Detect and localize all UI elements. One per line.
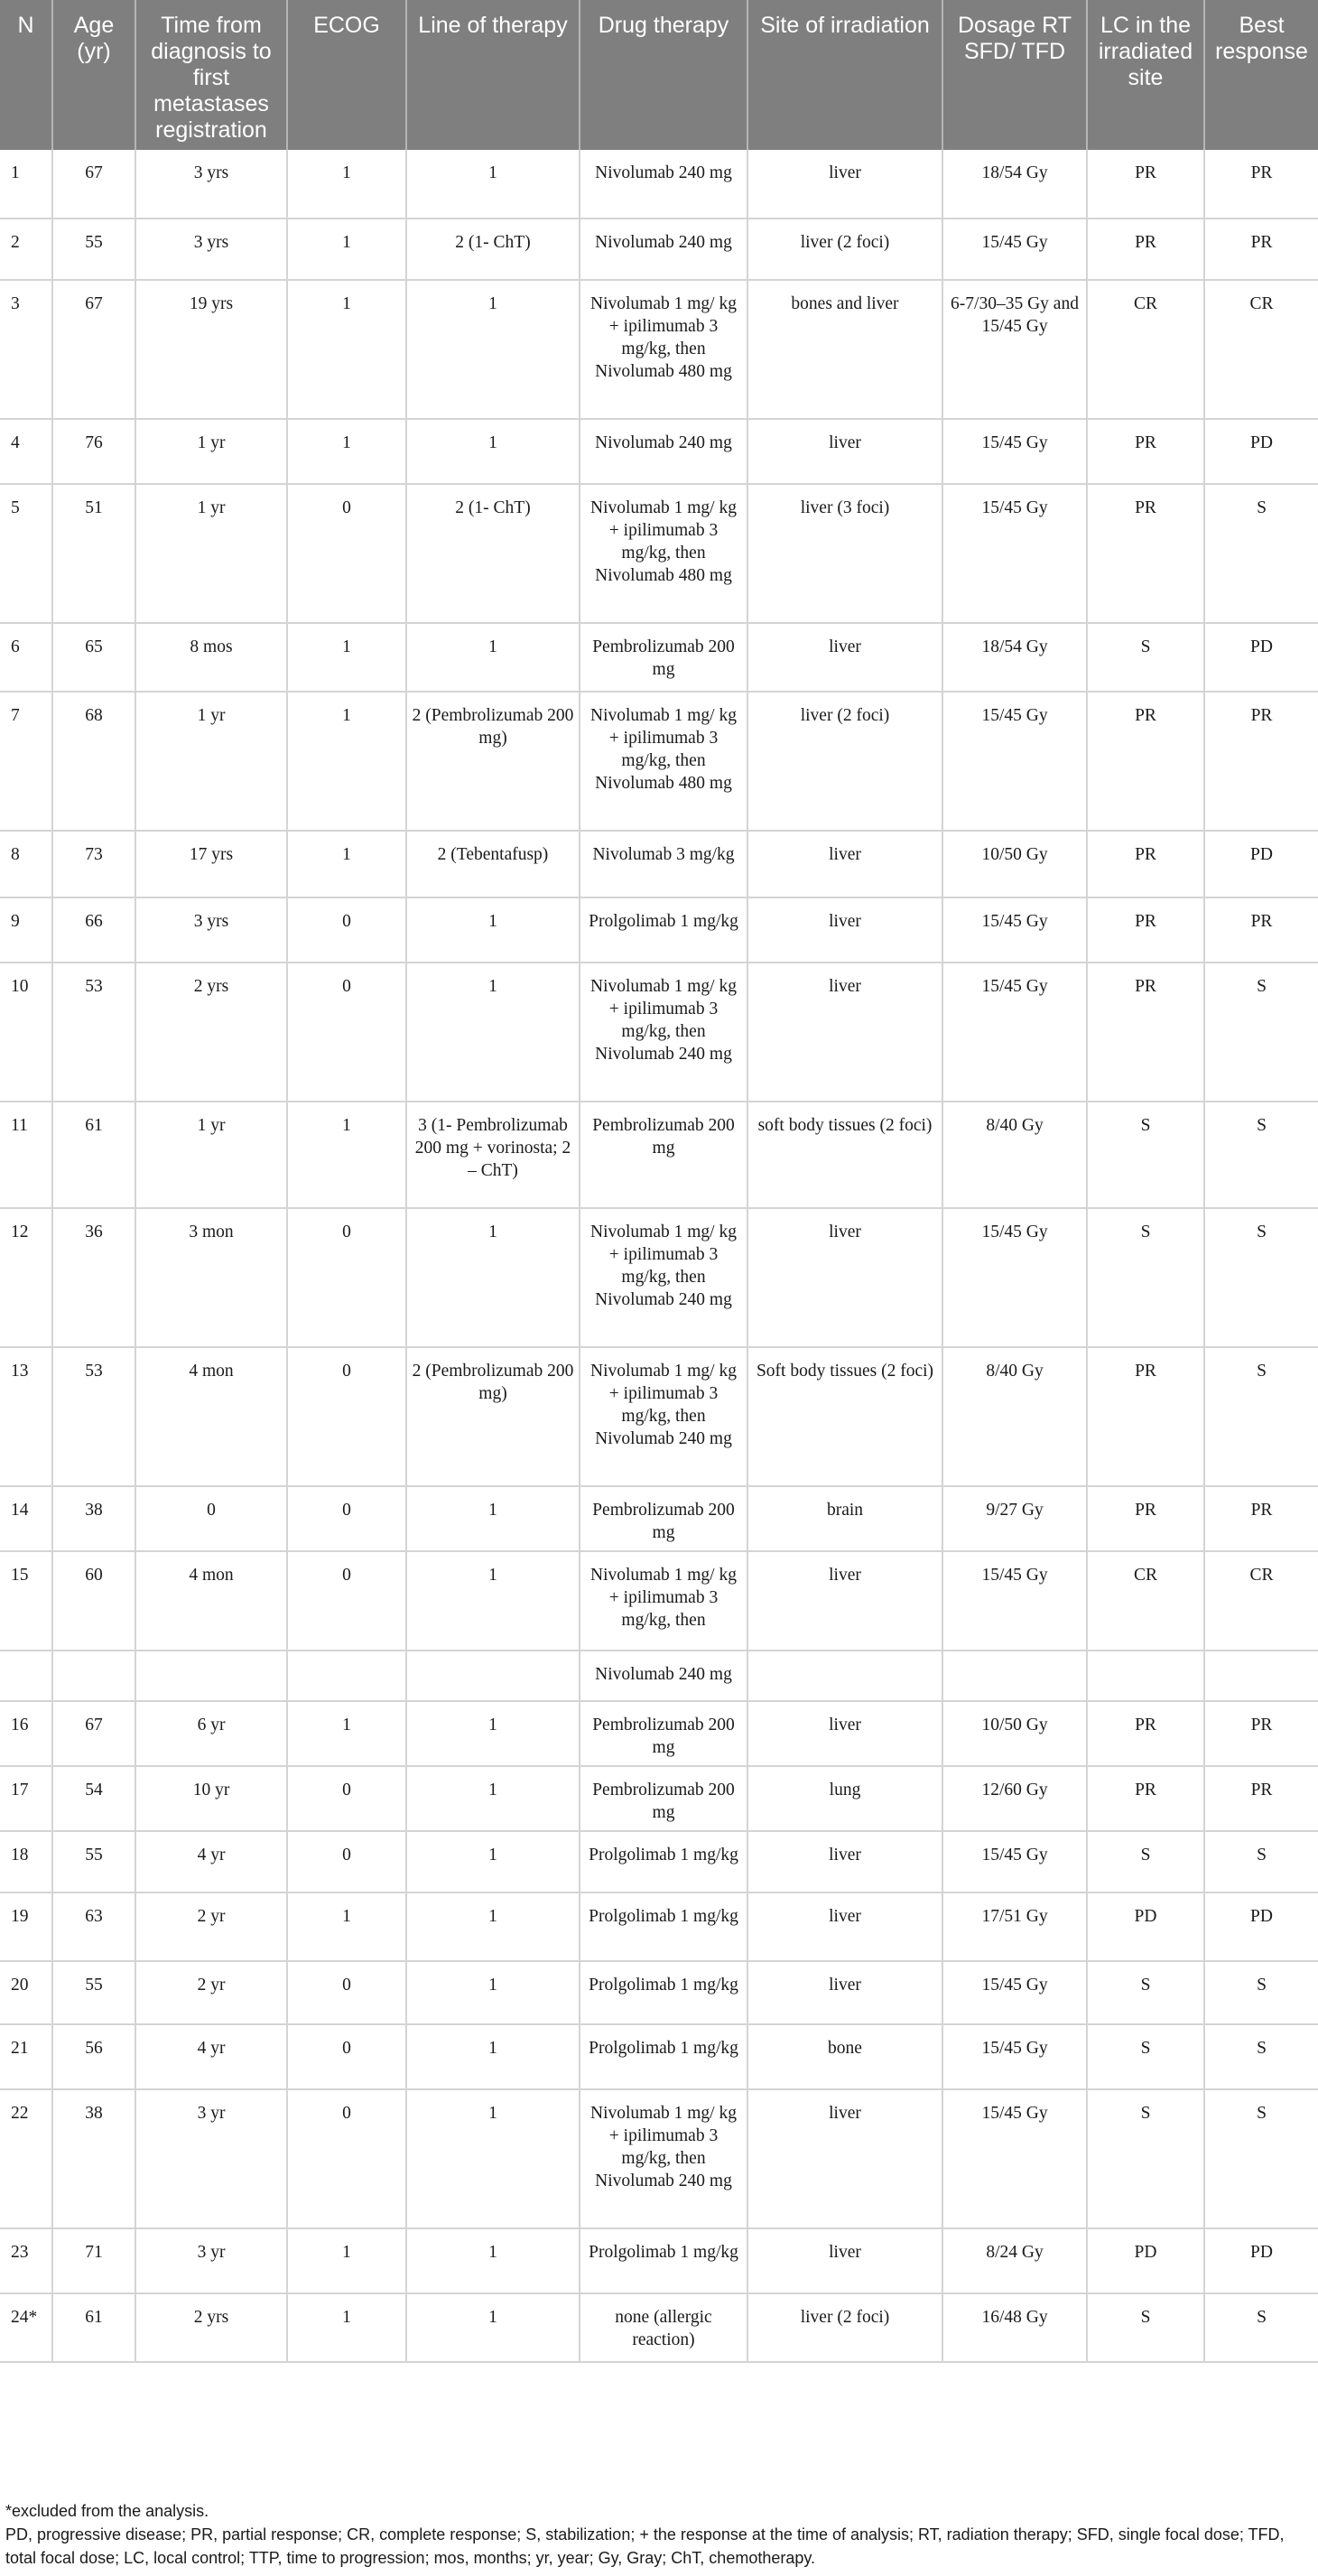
cell-line-of-therapy: 2 (Pembrolizumab 200 mg) (406, 1347, 580, 1486)
cell-ecog: 0 (287, 1208, 406, 1347)
table-row (0, 484, 1318, 623)
cell-line-of-therapy: 1 (406, 1208, 580, 1347)
cell-dosage-rt: 17/51 Gy (942, 1892, 1087, 1961)
cell-dosage-rt: 15/45 Gy (942, 692, 1087, 831)
cell-time-to-metastases: 2 yrs (135, 963, 287, 1102)
cell-time-to-metastases: 2 yr (135, 1961, 287, 2024)
cell-age: 36 (52, 1208, 135, 1347)
cell-n: 17 (0, 1766, 52, 1831)
cell-site-of-irradiation: liver (3 foci) (747, 484, 942, 623)
cell-best-response: S (1204, 963, 1318, 1102)
cell-dosage-rt: 15/45 Gy (942, 419, 1087, 484)
table-row (0, 1208, 1318, 1347)
cell-drug-therapy: Nivolumab 240 mg (580, 150, 747, 219)
cell-drug-therapy: Prolgolimab 1 mg/kg (580, 1831, 747, 1892)
cell-time-to-metastases: 10 yr (135, 1766, 287, 1831)
cell-lc-irradiated-site: PR (1087, 150, 1204, 219)
cell-site-of-irradiation: liver (747, 2089, 942, 2228)
cell-lc-irradiated-site: S (1087, 1831, 1204, 1892)
cell-dosage-rt: 18/54 Gy (942, 623, 1087, 692)
cell-line-of-therapy: 1 (406, 1701, 580, 1766)
cell-lc-irradiated-site: PR (1087, 831, 1204, 897)
cell-drug-therapy: Nivolumab 1 mg/ kg + ipilimumab 3 mg/kg, then Nivolumab 240 mg (580, 2089, 747, 2228)
cell-site-of-irradiation: liver (747, 150, 942, 219)
cell-time-to-metastases: 4 mon (135, 1347, 287, 1486)
cell-n: 21 (0, 2024, 52, 2089)
cell-best-response: PD (1204, 1892, 1318, 1961)
cell-site-of-irradiation: liver (747, 1551, 942, 1651)
cell-ecog: 1 (287, 2293, 406, 2362)
cell-best-response: PR (1204, 692, 1318, 831)
cell-ecog: 1 (287, 2228, 406, 2293)
cell-dosage-rt: 15/45 Gy (942, 1551, 1087, 1651)
cell-drug-therapy: Pembrolizumab 200 mg (580, 1486, 747, 1551)
cell-drug-therapy: Nivolumab 240 mg (580, 1651, 747, 1701)
cell-best-response: PR (1204, 1701, 1318, 1766)
cell-lc-irradiated-site: PR (1087, 1347, 1204, 1486)
cell-dosage-rt: 12/60 Gy (942, 1766, 1087, 1831)
cell-line-of-therapy: 1 (406, 1486, 580, 1551)
table-row (0, 1766, 1318, 1831)
cell-age: 60 (52, 1551, 135, 1651)
cell-n: 22 (0, 2089, 52, 2228)
cell-dosage-rt: 18/54 Gy (942, 150, 1087, 219)
cell-site-of-irradiation: liver (747, 1961, 942, 2024)
column-header-site-of-irradiation: Site of irradiation (747, 0, 942, 150)
cell-best-response: S (1204, 1102, 1318, 1208)
column-header-dosage-rt: Dosage RT SFD/ TFD (942, 0, 1087, 150)
cell-site-of-irradiation: liver (747, 623, 942, 692)
cell-lc-irradiated-site: S (1087, 1208, 1204, 1347)
column-header-time-to-metastases: Time from diagnosis to first metastases registration (135, 0, 287, 150)
cell-lc-irradiated-site: PR (1087, 963, 1204, 1102)
cell-line-of-therapy: 1 (406, 1551, 580, 1651)
cell-ecog: 0 (287, 1486, 406, 1551)
table-row (0, 692, 1318, 831)
cell-lc-irradiated-site: PD (1087, 2228, 1204, 2293)
cell-time-to-metastases: 8 mos (135, 623, 287, 692)
cell-age: 68 (52, 692, 135, 831)
cell-time-to-metastases: 2 yr (135, 1892, 287, 1961)
cell-best-response: S (1204, 2089, 1318, 2228)
cell-drug-therapy: Nivolumab 1 mg/ kg + ipilimumab 3 mg/kg, then Nivolumab 480 mg (580, 280, 747, 419)
cell-best-response: CR (1204, 280, 1318, 419)
cell-dosage-rt: 8/24 Gy (942, 2228, 1087, 2293)
cell-drug-therapy: Nivolumab 1 mg/ kg + ipilimumab 3 mg/kg, then Nivolumab 480 mg (580, 692, 747, 831)
cell-dosage-rt: 9/27 Gy (942, 1486, 1087, 1551)
cell-drug-therapy: Prolgolimab 1 mg/kg (580, 1961, 747, 2024)
cell-dosage-rt: 16/48 Gy (942, 2293, 1087, 2362)
cell-drug-therapy: Nivolumab 3 mg/kg (580, 831, 747, 897)
cell-line-of-therapy: 1 (406, 1831, 580, 1892)
cell-time-to-metastases: 3 yr (135, 2089, 287, 2228)
cell-age: 76 (52, 419, 135, 484)
cell-site-of-irradiation: liver (747, 1701, 942, 1766)
cell-age: 66 (52, 897, 135, 963)
cell-line-of-therapy: 3 (1- Pembrolizumab 200 mg + vorinosta; 2 – ChT) (406, 1102, 580, 1208)
cell-drug-therapy: Nivolumab 1 mg/ kg + ipilimumab 3 mg/kg, then (580, 1551, 747, 1651)
table-row (0, 1486, 1318, 1551)
cell-drug-therapy: Nivolumab 240 mg (580, 219, 747, 280)
cell-dosage-rt: 15/45 Gy (942, 484, 1087, 623)
cell-ecog: 0 (287, 1831, 406, 1892)
table-row (0, 831, 1318, 897)
cell-n: 8 (0, 831, 52, 897)
cell-n: 16 (0, 1701, 52, 1766)
cell-time-to-metastases: 4 yr (135, 1831, 287, 1892)
cell-dosage-rt: 10/50 Gy (942, 1701, 1087, 1766)
cell-line-of-therapy: 1 (406, 419, 580, 484)
cell-ecog: 0 (287, 2024, 406, 2089)
cell-best-response: S (1204, 2024, 1318, 2089)
cell-lc-irradiated-site: PD (1087, 1892, 1204, 1961)
cell-line-of-therapy: 1 (406, 150, 580, 219)
cell-lc-irradiated-site: PR (1087, 692, 1204, 831)
cell-ecog: 1 (287, 1102, 406, 1208)
cell-age: 56 (52, 2024, 135, 2089)
table-row (0, 1551, 1318, 1651)
cell-best-response: PD (1204, 2228, 1318, 2293)
cell-best-response (1204, 1651, 1318, 1701)
cell-site-of-irradiation: liver (747, 1831, 942, 1892)
cell-lc-irradiated-site (1087, 1651, 1204, 1701)
cell-drug-therapy: Nivolumab 1 mg/ kg + ipilimumab 3 mg/kg, then Nivolumab 480 mg (580, 484, 747, 623)
table-row (0, 1651, 1318, 1701)
cell-time-to-metastases: 17 yrs (135, 831, 287, 897)
cell-best-response: PR (1204, 150, 1318, 219)
cell-site-of-irradiation: lung (747, 1766, 942, 1831)
table-row (0, 1102, 1318, 1208)
cell-lc-irradiated-site: PR (1087, 219, 1204, 280)
column-header-best-response: Best response (1204, 0, 1318, 150)
cell-line-of-therapy: 1 (406, 2024, 580, 2089)
cell-site-of-irradiation: brain (747, 1486, 942, 1551)
footnote-abbreviations: PD, progressive disease; PR, partial response; CR, complete response; S, stabilization; + the response at the time of analysis; RT, radiation therapy; SFD, single focal dose; TFD, total focal dose; LC, local control; TTP, time to progression; mos, months; yr, year; Gy, Gray; ChT, chemotherapy. (5, 2525, 1285, 2567)
cell-time-to-metastases: 19 yrs (135, 280, 287, 419)
cell-line-of-therapy: 1 (406, 1961, 580, 2024)
cell-lc-irradiated-site: PR (1087, 419, 1204, 484)
cell-site-of-irradiation: liver (747, 897, 942, 963)
header-row (0, 0, 1318, 150)
cell-drug-therapy: Prolgolimab 1 mg/kg (580, 2024, 747, 2089)
cell-time-to-metastases: 3 yrs (135, 219, 287, 280)
footnote-excluded: *excluded from the analysis. (5, 2502, 209, 2520)
cell-age: 55 (52, 1961, 135, 2024)
cell-lc-irradiated-site: S (1087, 2293, 1204, 2362)
cell-site-of-irradiation: liver (2 foci) (747, 692, 942, 831)
cell-dosage-rt: 15/45 Gy (942, 897, 1087, 963)
cell-age: 73 (52, 831, 135, 897)
cell-n: 10 (0, 963, 52, 1102)
cell-ecog: 0 (287, 1766, 406, 1831)
cell-n: 3 (0, 280, 52, 419)
cell-site-of-irradiation: liver (747, 1208, 942, 1347)
cell-drug-therapy: Pembrolizumab 200 mg (580, 623, 747, 692)
cell-ecog: 1 (287, 623, 406, 692)
cell-site-of-irradiation: liver (2 foci) (747, 219, 942, 280)
cell-ecog (287, 1651, 406, 1701)
cell-ecog: 0 (287, 963, 406, 1102)
cell-line-of-therapy: 1 (406, 2089, 580, 2228)
cell-ecog: 0 (287, 1961, 406, 2024)
cell-time-to-metastases: 2 yrs (135, 2293, 287, 2362)
cell-time-to-metastases: 3 yrs (135, 897, 287, 963)
table-row (0, 219, 1318, 280)
cell-time-to-metastases: 1 yr (135, 419, 287, 484)
cell-drug-therapy: Nivolumab 1 mg/ kg + ipilimumab 3 mg/kg, then Nivolumab 240 mg (580, 1347, 747, 1486)
cell-dosage-rt: 15/45 Gy (942, 1208, 1087, 1347)
cell-lc-irradiated-site: S (1087, 1961, 1204, 2024)
cell-best-response: PR (1204, 219, 1318, 280)
cell-lc-irradiated-site: PR (1087, 1701, 1204, 1766)
table-row (0, 1961, 1318, 2024)
table-row (0, 2089, 1318, 2228)
cell-line-of-therapy: 1 (406, 897, 580, 963)
cell-line-of-therapy: 1 (406, 280, 580, 419)
table-row (0, 1831, 1318, 1892)
column-header-lc-irradiated-site: LC in the irradiated site (1087, 0, 1204, 150)
cell-n: 12 (0, 1208, 52, 1347)
cell-ecog: 1 (287, 150, 406, 219)
table-row (0, 1892, 1318, 1961)
cell-site-of-irradiation: bone (747, 2024, 942, 2089)
cell-time-to-metastases: 1 yr (135, 484, 287, 623)
cell-best-response: CR (1204, 1551, 1318, 1651)
cell-site-of-irradiation: liver (747, 2228, 942, 2293)
cell-dosage-rt: 15/45 Gy (942, 963, 1087, 1102)
cell-best-response: S (1204, 1831, 1318, 1892)
cell-dosage-rt: 8/40 Gy (942, 1347, 1087, 1486)
cell-time-to-metastases (135, 1651, 287, 1701)
cell-site-of-irradiation: liver (747, 419, 942, 484)
cell-age: 67 (52, 1701, 135, 1766)
column-header-age: Age (yr) (52, 0, 135, 150)
cell-best-response: PD (1204, 831, 1318, 897)
cell-time-to-metastases: 4 mon (135, 1551, 287, 1651)
cell-drug-therapy: Prolgolimab 1 mg/kg (580, 897, 747, 963)
cell-lc-irradiated-site: S (1087, 2024, 1204, 2089)
cell-dosage-rt: 15/45 Gy (942, 1961, 1087, 2024)
cell-dosage-rt: 6-7/30–35 Gy and 15/45 Gy (942, 280, 1087, 419)
cell-drug-therapy: Pembrolizumab 200 mg (580, 1766, 747, 1831)
cell-time-to-metastases: 4 yr (135, 2024, 287, 2089)
cell-lc-irradiated-site: PR (1087, 484, 1204, 623)
cell-site-of-irradiation: soft body tissues (2 foci) (747, 1102, 942, 1208)
cell-age: 65 (52, 623, 135, 692)
cell-line-of-therapy: 1 (406, 623, 580, 692)
cell-ecog: 0 (287, 484, 406, 623)
cell-drug-therapy: Nivolumab 1 mg/ kg + ipilimumab 3 mg/kg, then Nivolumab 240 mg (580, 963, 747, 1102)
cell-lc-irradiated-site: CR (1087, 280, 1204, 419)
cell-n: 1 (0, 150, 52, 219)
cell-age: 61 (52, 1102, 135, 1208)
cell-n (0, 1651, 52, 1701)
cell-n: 9 (0, 897, 52, 963)
cell-best-response: S (1204, 1961, 1318, 2024)
table-row (0, 150, 1318, 219)
cell-line-of-therapy: 2 (1- ChT) (406, 484, 580, 623)
cell-time-to-metastases: 6 yr (135, 1701, 287, 1766)
cell-age: 38 (52, 1486, 135, 1551)
cell-age: 67 (52, 150, 135, 219)
cell-line-of-therapy: 1 (406, 963, 580, 1102)
cell-lc-irradiated-site: PR (1087, 1486, 1204, 1551)
table-header (0, 0, 1318, 150)
cell-dosage-rt: 10/50 Gy (942, 831, 1087, 897)
cell-age: 54 (52, 1766, 135, 1831)
cell-age (52, 1651, 135, 1701)
table-row (0, 419, 1318, 484)
cell-drug-therapy: Prolgolimab 1 mg/kg (580, 1892, 747, 1961)
cell-best-response: PR (1204, 1766, 1318, 1831)
cell-age: 67 (52, 280, 135, 419)
cell-age: 51 (52, 484, 135, 623)
cell-best-response: PD (1204, 419, 1318, 484)
cell-lc-irradiated-site: S (1087, 2089, 1204, 2228)
cell-site-of-irradiation (747, 1651, 942, 1701)
cell-site-of-irradiation: Soft body tissues (2 foci) (747, 1347, 942, 1486)
cell-line-of-therapy (406, 1651, 580, 1701)
cell-best-response: PR (1204, 897, 1318, 963)
cell-dosage-rt (942, 1651, 1087, 1701)
cell-line-of-therapy: 1 (406, 1766, 580, 1831)
cell-n: 6 (0, 623, 52, 692)
cell-best-response: S (1204, 484, 1318, 623)
column-header-ecog: ECOG (287, 0, 406, 150)
cell-best-response: PR (1204, 1486, 1318, 1551)
cell-lc-irradiated-site: S (1087, 623, 1204, 692)
cell-age: 63 (52, 1892, 135, 1961)
column-header-n: N (0, 0, 52, 150)
cell-lc-irradiated-site: PR (1087, 1766, 1204, 1831)
cell-drug-therapy: Pembrolizumab 200 mg (580, 1701, 747, 1766)
cell-n: 13 (0, 1347, 52, 1486)
cell-n: 14 (0, 1486, 52, 1551)
cell-lc-irradiated-site: CR (1087, 1551, 1204, 1651)
cell-dosage-rt: 15/45 Gy (942, 219, 1087, 280)
column-header-drug-therapy: Drug therapy (580, 0, 747, 150)
table-row (0, 280, 1318, 419)
table-row (0, 1701, 1318, 1766)
cell-dosage-rt: 8/40 Gy (942, 1102, 1087, 1208)
column-header-line-of-therapy: Line of therapy (406, 0, 580, 150)
cell-site-of-irradiation: liver (747, 831, 942, 897)
cell-best-response: PD (1204, 623, 1318, 692)
cell-ecog: 1 (287, 419, 406, 484)
cell-time-to-metastases: 1 yr (135, 692, 287, 831)
cell-site-of-irradiation: liver (747, 1892, 942, 1961)
cell-drug-therapy: Pembrolizumab 200 mg (580, 1102, 747, 1208)
cell-best-response: S (1204, 2293, 1318, 2362)
cell-n: 15 (0, 1551, 52, 1651)
cell-ecog: 1 (287, 831, 406, 897)
cell-age: 38 (52, 2089, 135, 2228)
cell-dosage-rt: 15/45 Gy (942, 2089, 1087, 2228)
cell-age: 55 (52, 219, 135, 280)
cell-n: 11 (0, 1102, 52, 1208)
cell-n: 2 (0, 219, 52, 280)
cell-time-to-metastases: 3 yrs (135, 150, 287, 219)
cell-n: 23 (0, 2228, 52, 2293)
cell-n: 7 (0, 692, 52, 831)
cell-drug-therapy: Nivolumab 240 mg (580, 419, 747, 484)
cell-n: 19 (0, 1892, 52, 1961)
table-row (0, 897, 1318, 963)
cell-time-to-metastases: 0 (135, 1486, 287, 1551)
cell-age: 61 (52, 2293, 135, 2362)
cell-n: 18 (0, 1831, 52, 1892)
cell-site-of-irradiation: liver (747, 963, 942, 1102)
cell-ecog: 1 (287, 692, 406, 831)
cell-best-response: S (1204, 1208, 1318, 1347)
cell-lc-irradiated-site: S (1087, 1102, 1204, 1208)
cell-dosage-rt: 15/45 Gy (942, 1831, 1087, 1892)
cell-line-of-therapy: 2 (Tebentafusp) (406, 831, 580, 897)
table-row (0, 963, 1318, 1102)
cell-ecog: 0 (287, 2089, 406, 2228)
cell-ecog: 1 (287, 1892, 406, 1961)
cell-line-of-therapy: 1 (406, 2228, 580, 2293)
table-row (0, 2024, 1318, 2089)
cell-line-of-therapy: 1 (406, 2293, 580, 2362)
cell-ecog: 1 (287, 280, 406, 419)
cell-time-to-metastases: 3 mon (135, 1208, 287, 1347)
cell-n: 20 (0, 1961, 52, 2024)
cell-ecog: 0 (287, 897, 406, 963)
cell-n: 5 (0, 484, 52, 623)
cell-best-response: S (1204, 1347, 1318, 1486)
table-row (0, 623, 1318, 692)
cell-age: 71 (52, 2228, 135, 2293)
cell-age: 55 (52, 1831, 135, 1892)
table-row (0, 2228, 1318, 2293)
cell-ecog: 0 (287, 1347, 406, 1486)
cell-site-of-irradiation: liver (2 foci) (747, 2293, 942, 2362)
cell-ecog: 1 (287, 219, 406, 280)
cell-drug-therapy: none (allergic reaction) (580, 2293, 747, 2362)
cell-age: 53 (52, 963, 135, 1102)
cell-ecog: 1 (287, 1701, 406, 1766)
cell-lc-irradiated-site: PR (1087, 897, 1204, 963)
cell-ecog: 0 (287, 1551, 406, 1651)
cell-time-to-metastases: 1 yr (135, 1102, 287, 1208)
cell-time-to-metastases: 3 yr (135, 2228, 287, 2293)
cell-line-of-therapy: 1 (406, 1892, 580, 1961)
cell-n: 24* (0, 2293, 52, 2362)
cell-drug-therapy: Nivolumab 1 mg/ kg + ipilimumab 3 mg/kg, then Nivolumab 240 mg (580, 1208, 747, 1347)
table-row (0, 1347, 1318, 1486)
cell-site-of-irradiation: bones and liver (747, 280, 942, 419)
cell-age: 53 (52, 1347, 135, 1486)
cell-dosage-rt: 15/45 Gy (942, 2024, 1087, 2089)
cell-line-of-therapy: 2 (Pembrolizumab 200 mg) (406, 692, 580, 831)
footnotes (5, 2499, 1314, 2570)
cell-drug-therapy: Prolgolimab 1 mg/kg (580, 2228, 747, 2293)
cell-line-of-therapy: 2 (1- ChT) (406, 219, 580, 280)
table-body (0, 150, 1318, 2362)
cell-n: 4 (0, 419, 52, 484)
table-row (0, 2293, 1318, 2362)
